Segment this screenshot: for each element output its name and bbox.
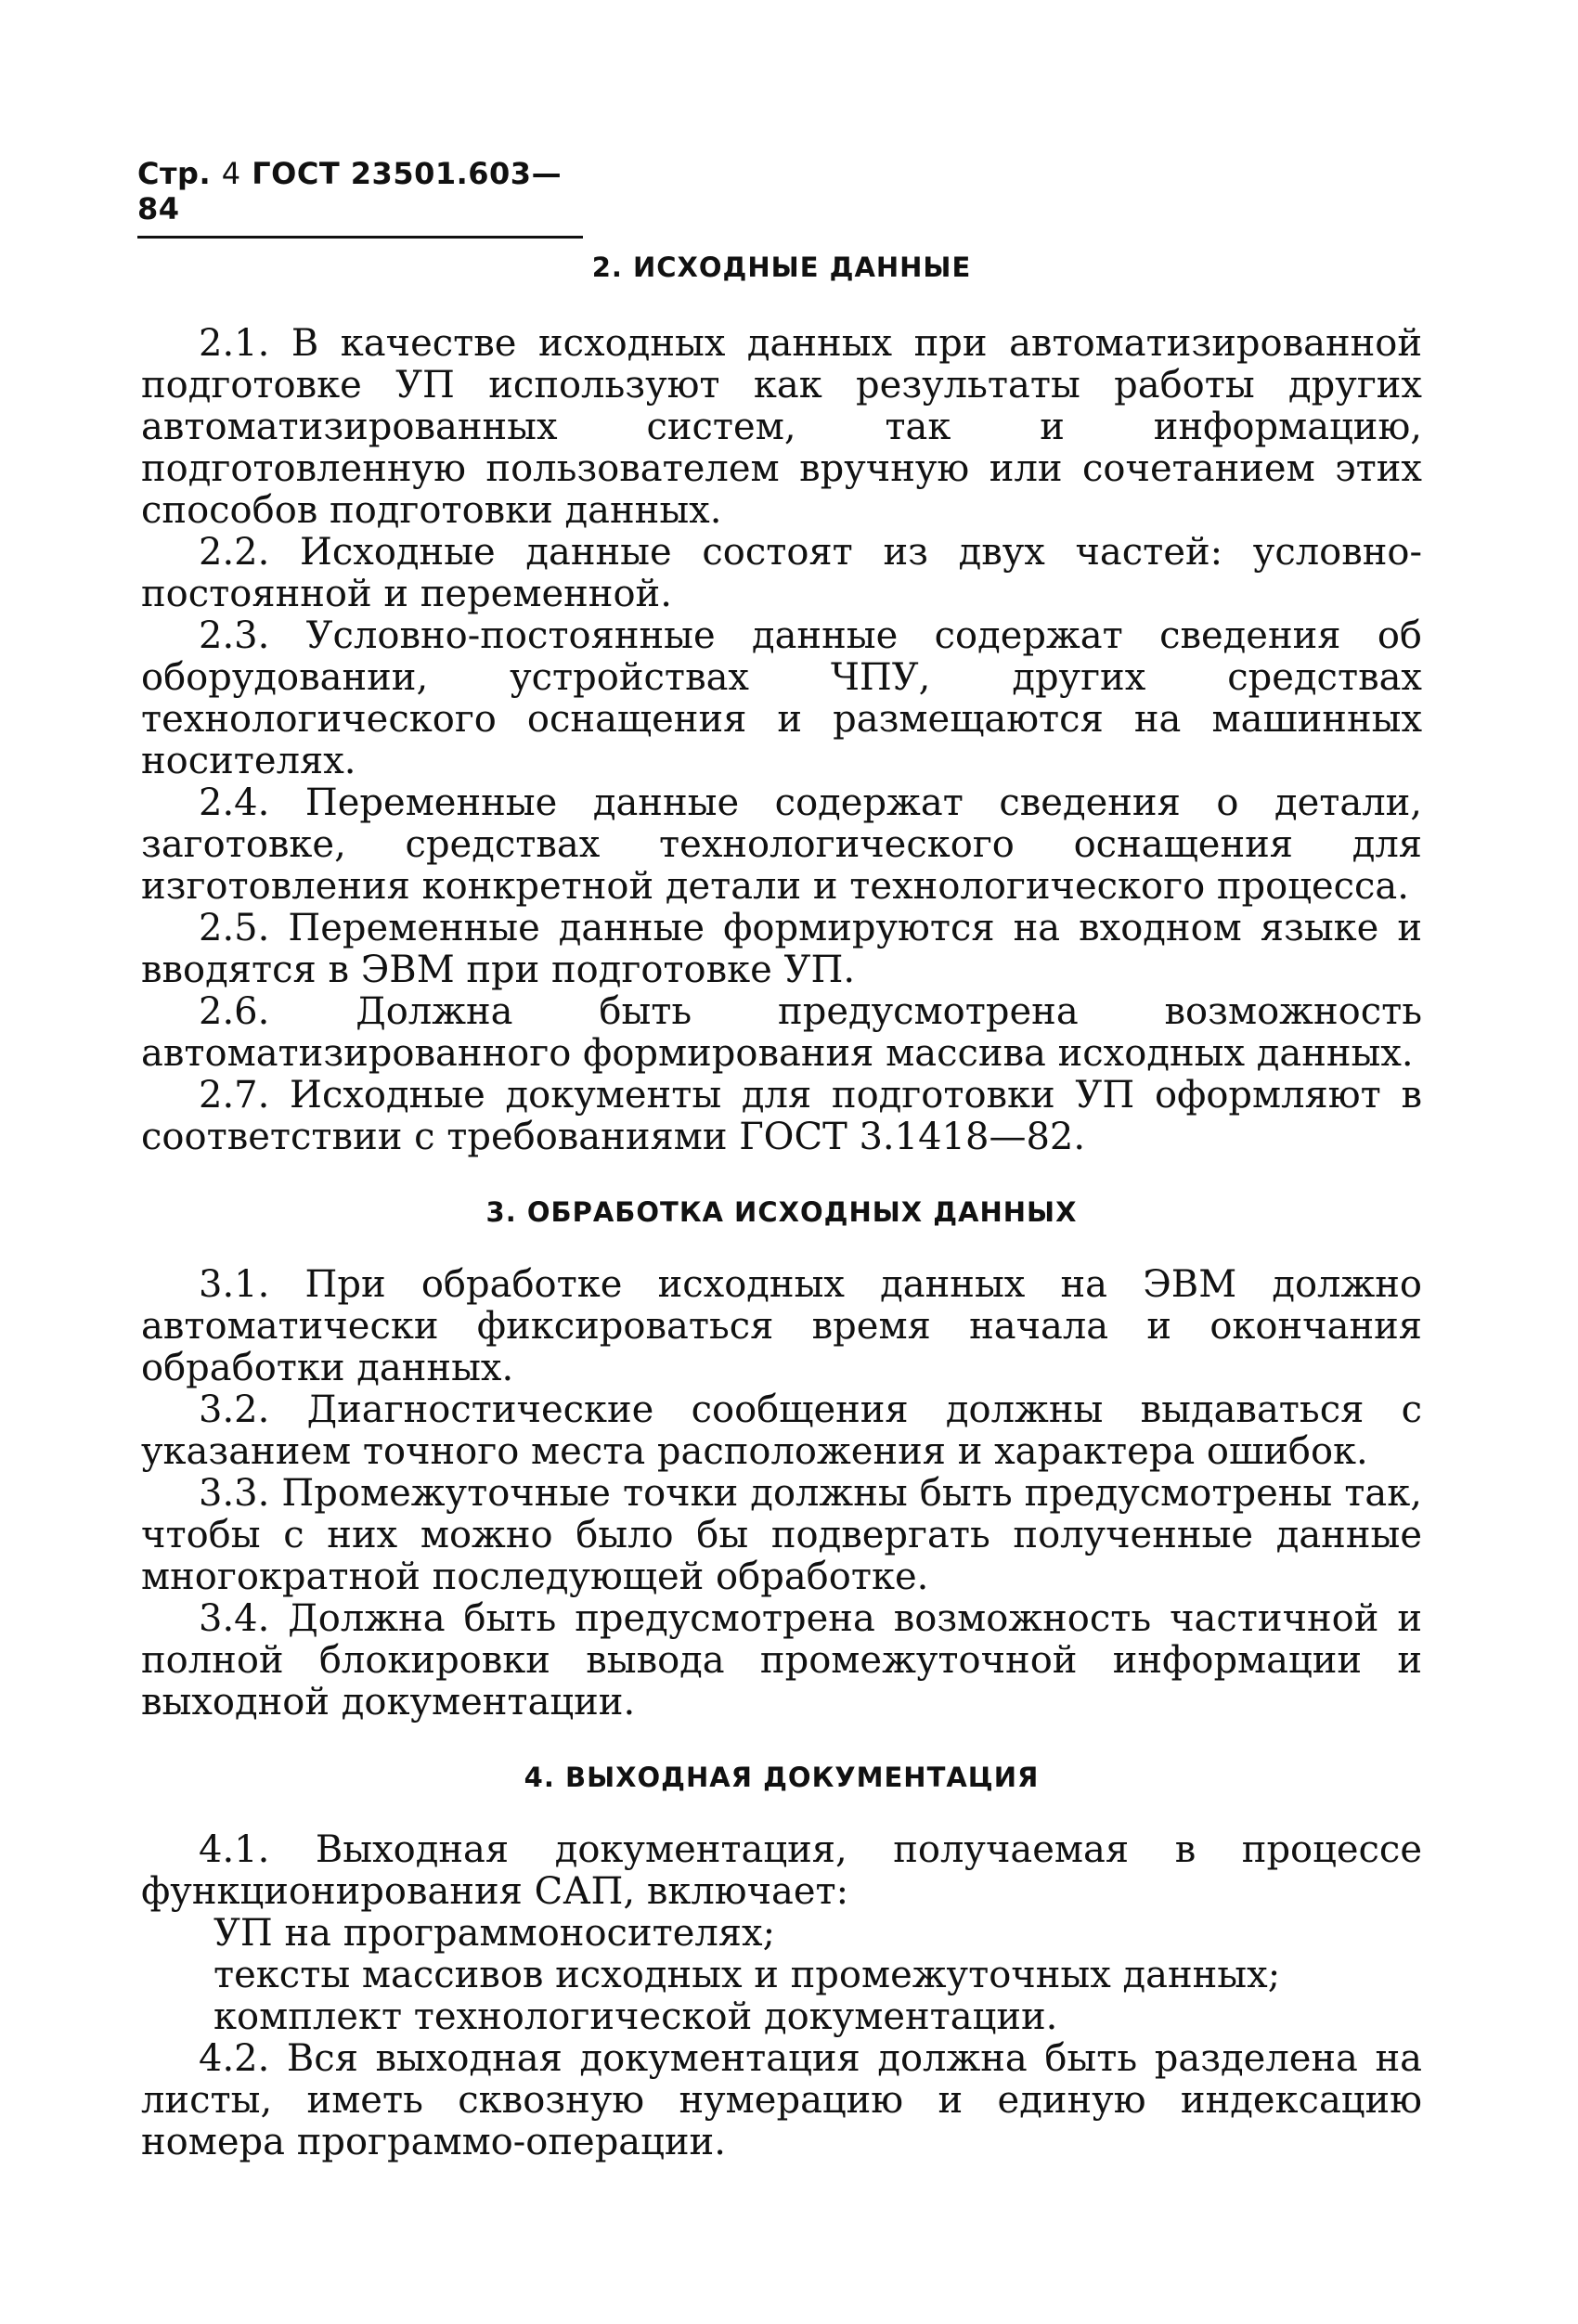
clause-2-4: 2.4. Переменные данные содержат сведения о детали, заготовке, средствах технологического оснащения для изготовления конкретной детали и технологического процесса. xyxy=(141,781,1422,908)
clause-2-1: 2.1. В качестве исходных данных при автоматизированной подготовке УП используют как результаты работы других автоматизированных систем, так и информацию, подготовленную пользователем вручную или сочетанием этих способов подготовки данных. xyxy=(141,322,1422,532)
output-list-item: комплект технологической документации. xyxy=(213,1995,1058,2038)
document-code: ГОСТ 23501.603—84 xyxy=(137,156,563,226)
clause-2-7: 2.7. Исходные документы для подготовки УП оформляют в соответствии с требованиями ГОСТ 3.1418—82. xyxy=(141,1074,1422,1158)
output-list-item: УП на программоносителях; xyxy=(213,1912,776,1955)
document-body xyxy=(141,249,1422,2163)
clause-2-2: 2.2. Исходные данные состоят из двух частей: условно-постоянной и переменной. xyxy=(141,531,1422,615)
clause-3-2: 3.2. Диагностические сообщения должны выдаваться с указанием точного места расположения и характера ошибок. xyxy=(141,1388,1422,1473)
clause-2-3: 2.3. Условно-постоянные данные содержат сведения об оборудовании, устройствах ЧПУ, других средствах технологического оснащения и размещаются на машинных носителях. xyxy=(141,614,1422,782)
section-title-4: 4. ВЫХОДНАЯ ДОКУМЕНТАЦИЯ xyxy=(524,1762,1040,1793)
clause-4-2: 4.2. Вся выходная документация должна быть разделена на листы, иметь сквозную нумерацию и единую индексацию номера программо-операции. xyxy=(141,2037,1422,2163)
section-title-2: 2. ИСХОДНЫЕ ДАННЫЕ xyxy=(591,252,972,283)
page-label: Стр. xyxy=(137,156,212,191)
clause-3-4: 3.4. Должна быть предусмотрена возможность частичной и полной блокировки вывода промежуточной информации и выходной документации. xyxy=(141,1597,1422,1724)
output-list-item: тексты массивов исходных и промежуточных данных; xyxy=(213,1954,1281,1996)
page-number: 4 xyxy=(221,156,241,191)
clause-3-3: 3.3. Промежуточные точки должны быть предусмотрены так, чтобы с них можно было бы подвергать полученные данные многократной последующей обработке. xyxy=(141,1472,1422,1598)
clause-4-1: 4.1. Выходная документация, получаемая в процессе функционирования САП, включает: xyxy=(141,1828,1422,1913)
clause-3-1: 3.1. При обработке исходных данных на ЭВМ должно автоматически фиксироваться время начала и окончания обработки данных. xyxy=(141,1263,1422,1389)
clause-2-6: 2.6. Должна быть предусмотрена возможность автоматизированного формирования массива исходных данных. xyxy=(141,990,1422,1075)
clause-2-5: 2.5. Переменные данные формируются на входном языке и вводятся в ЭВМ при подготовке УП. xyxy=(141,907,1422,991)
page-header xyxy=(137,156,583,239)
section-title-3: 3. ОБРАБОТКА ИСХОДНЫХ ДАННЫХ xyxy=(485,1196,1078,1228)
